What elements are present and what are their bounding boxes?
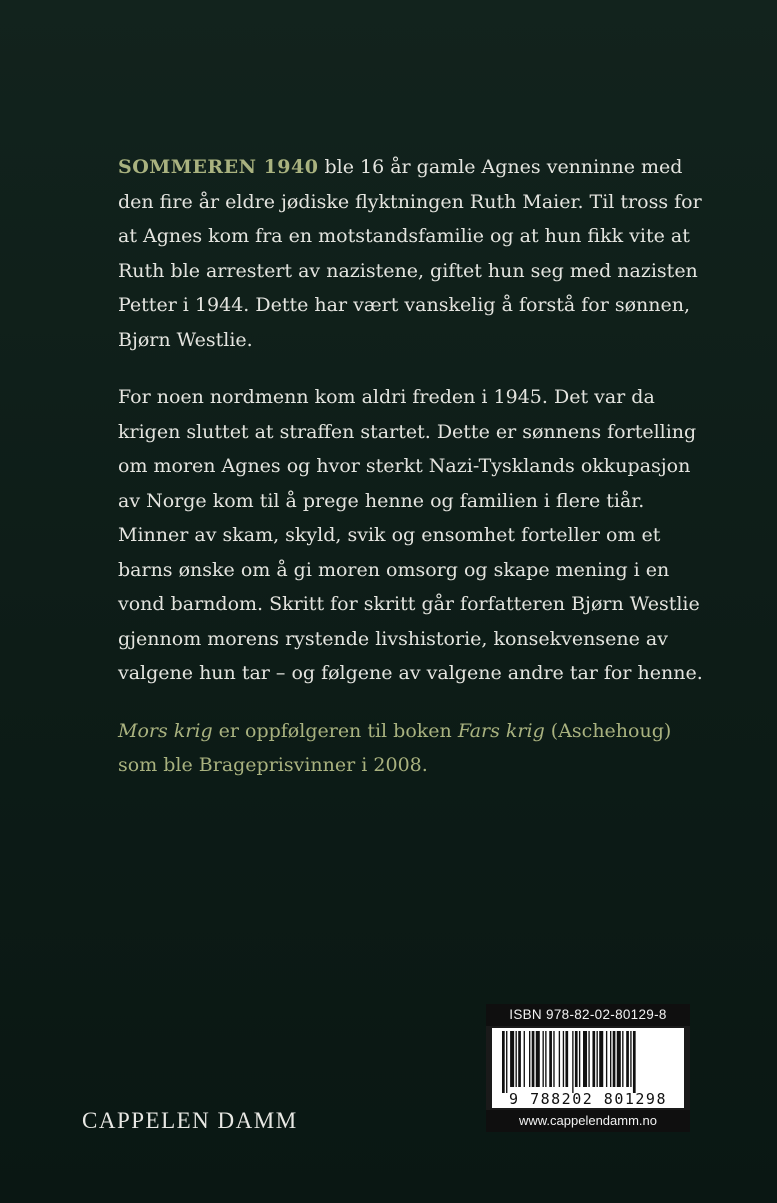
barcode-bar (610, 1031, 611, 1087)
barcode-bar (532, 1031, 535, 1087)
publisher-logo: CAPPELEN DAMM (82, 1108, 298, 1133)
blurb-paragraph-2: For noen nordmenn kom aldri freden i 1945. Det var da krigen sluttet at straffen startet. Dette er sønnens fortelling om moren Agnes og hvor sterkt Nazi-Tysklands okkupasjon av Norge kom til å prege henne og familien i flere tiår. Minner av skam, skyld, svik og ensomhet forteller om et barns ønske om å gi moren omsorg og skape mening i en vond barndom. Skritt for skritt går forfatteren Bjørn Westlie gjennom morens rystende livshistorie, konsekvensene av valgene hun tar – og følgene av valgene andre tar for henne. (118, 386, 703, 684)
barcode-bar (543, 1031, 544, 1087)
barcode-bar (549, 1031, 552, 1087)
blurb-paragraph-3-end: (Aschehoug) som ble Brageprisvinner i 2008. (118, 719, 672, 776)
barcode-bar (506, 1031, 507, 1093)
barcode-bar (583, 1031, 587, 1087)
barcode-bar (510, 1031, 514, 1087)
barcode-bar (617, 1031, 621, 1087)
barcode-bar (599, 1031, 603, 1087)
barcode (492, 1028, 684, 1108)
barcode-bar (563, 1031, 564, 1087)
barcode-bar (559, 1031, 560, 1087)
blurb-paragraph-3 (118, 714, 708, 783)
barcode-bar (553, 1031, 554, 1087)
barcode-bar (622, 1031, 623, 1087)
barcode-bar (516, 1031, 517, 1087)
barcode-bar (592, 1031, 595, 1087)
barcode-digits: 9 788202 801298 (509, 1090, 667, 1108)
barcode-bar (572, 1031, 573, 1093)
barcode-bar (575, 1031, 578, 1087)
blurb-paragraph-1-text: ble 16 år gamle Agnes venninne med den fire år eldre jødiske flyktningen Ruth Maier. Til tross for at Agnes kom fra en motstandsfamilie og at hun fikk vite at Ruth ble arrestert av nazistene, giftet hun seg med nazisten Petter i 1944. Dette har vært vanskelig å forstå for sønnen, Bjørn Westlie. (118, 156, 702, 351)
barcode-bar (536, 1031, 540, 1087)
title-fars-krig: Fars krig (457, 719, 545, 742)
isbn-label: ISBN 978-82-02-80129-8 (486, 1004, 690, 1026)
barcode-bar (545, 1031, 546, 1087)
barcode-bar (524, 1031, 525, 1087)
barcode-bar (502, 1031, 505, 1093)
barcode-panel (486, 1004, 690, 1132)
blurb-paragraph-1 (118, 150, 708, 357)
barcode-bar (626, 1031, 629, 1087)
blurb-paragraph-3-mid: er oppfølgeren til boken (212, 719, 458, 742)
title-mors-krig: Mors krig (118, 719, 213, 742)
barcode-bar (565, 1031, 568, 1087)
publisher-url: www.cappelendamm.no (486, 1110, 690, 1132)
barcode-bars (492, 1028, 684, 1108)
barcode-bar (597, 1031, 598, 1087)
barcode-bar (613, 1031, 616, 1087)
barcode-bar (529, 1031, 530, 1087)
barcode-bar (633, 1031, 636, 1093)
blurb-lead: SOMMEREN 1940 (118, 156, 319, 178)
barcode-bar (588, 1031, 589, 1087)
barcode-bar (579, 1031, 580, 1087)
barcode-bar (606, 1031, 607, 1087)
barcode-bar (630, 1031, 631, 1087)
barcode-bar (518, 1031, 521, 1087)
blurb (118, 150, 708, 806)
